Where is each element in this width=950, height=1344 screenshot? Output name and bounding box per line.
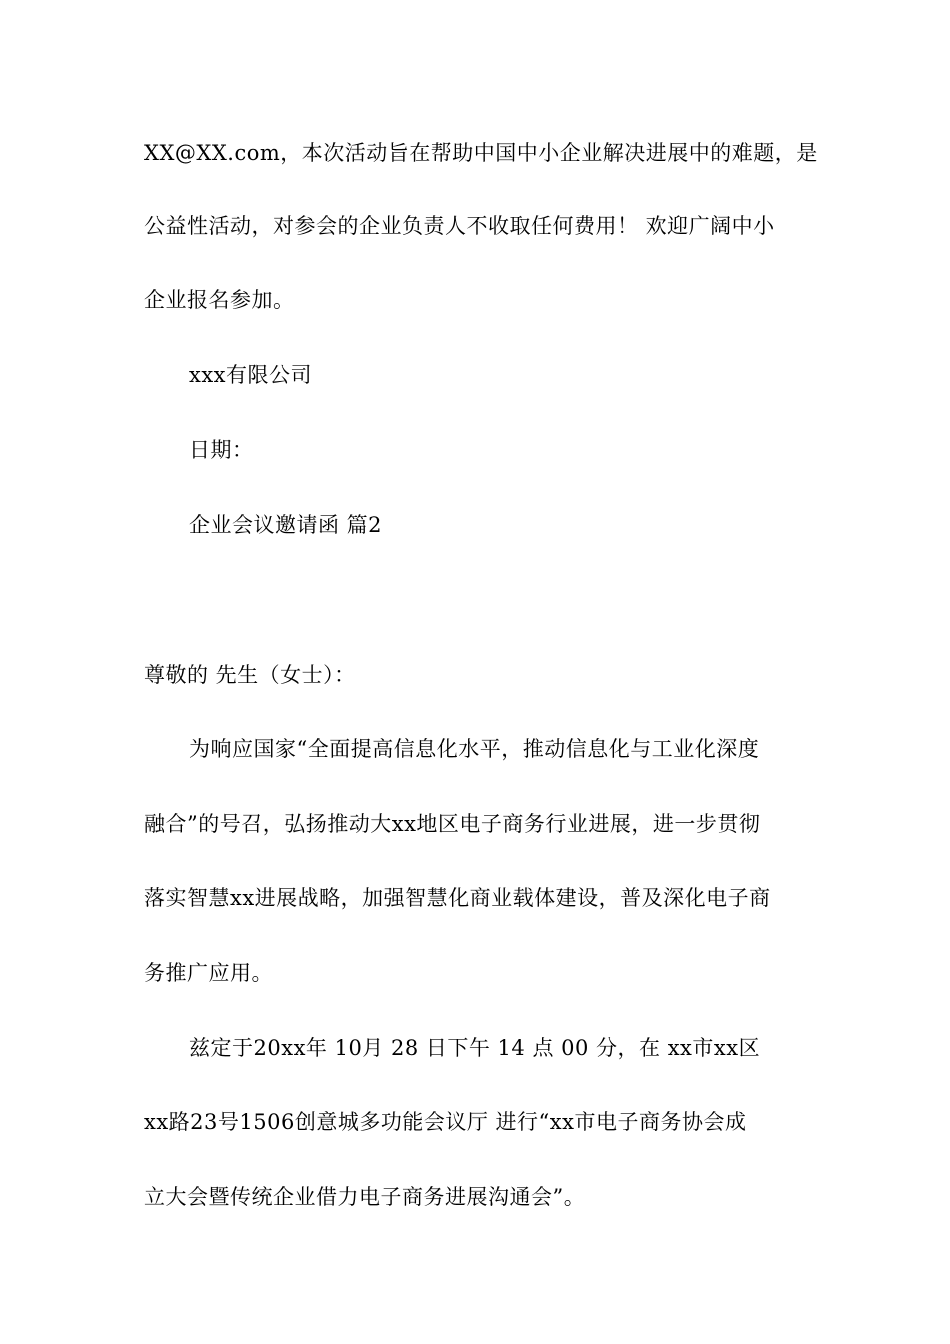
- paragraph-line: 兹定于20xx年 10月 28 日下午 14 点 00 分，在 xx市xx区: [189, 1036, 761, 1060]
- paragraph-line: XX@XX.com，本次活动旨在帮助中国中小企业解决进展中的难题，是: [144, 141, 818, 165]
- section-title: 企业会议邀请函 篇2: [189, 513, 383, 537]
- salutation: 尊敬的 先生（女士）：: [144, 663, 356, 687]
- paragraph-line: 务推广应用。: [144, 961, 273, 985]
- paragraph-line: 企业报名参加。: [144, 288, 295, 312]
- company-name: xxx有限公司: [189, 363, 313, 387]
- paragraph-line: 融合”的号召，弘扬推动大xx地区电子商务行业进展，进一步贯彻: [144, 812, 761, 836]
- paragraph-line: 落实智慧xx进展战略，加强智慧化商业载体建设，普及深化电子商: [144, 886, 771, 910]
- date-label: 日期：: [189, 438, 254, 462]
- paragraph-line: 公益性活动，对参会的企业负责人不收取任何费用！ 欢迎广阔中小: [144, 214, 775, 238]
- paragraph-line: 为响应国家“全面提高信息化水平，推动信息化与工业化深度: [189, 737, 760, 761]
- paragraph-line: xx路23号1506创意城多功能会议厅 进行“xx市电子商务协会成: [144, 1110, 747, 1134]
- paragraph-line: 立大会暨传统企业借力电子商务进展沟通会”。: [144, 1185, 586, 1209]
